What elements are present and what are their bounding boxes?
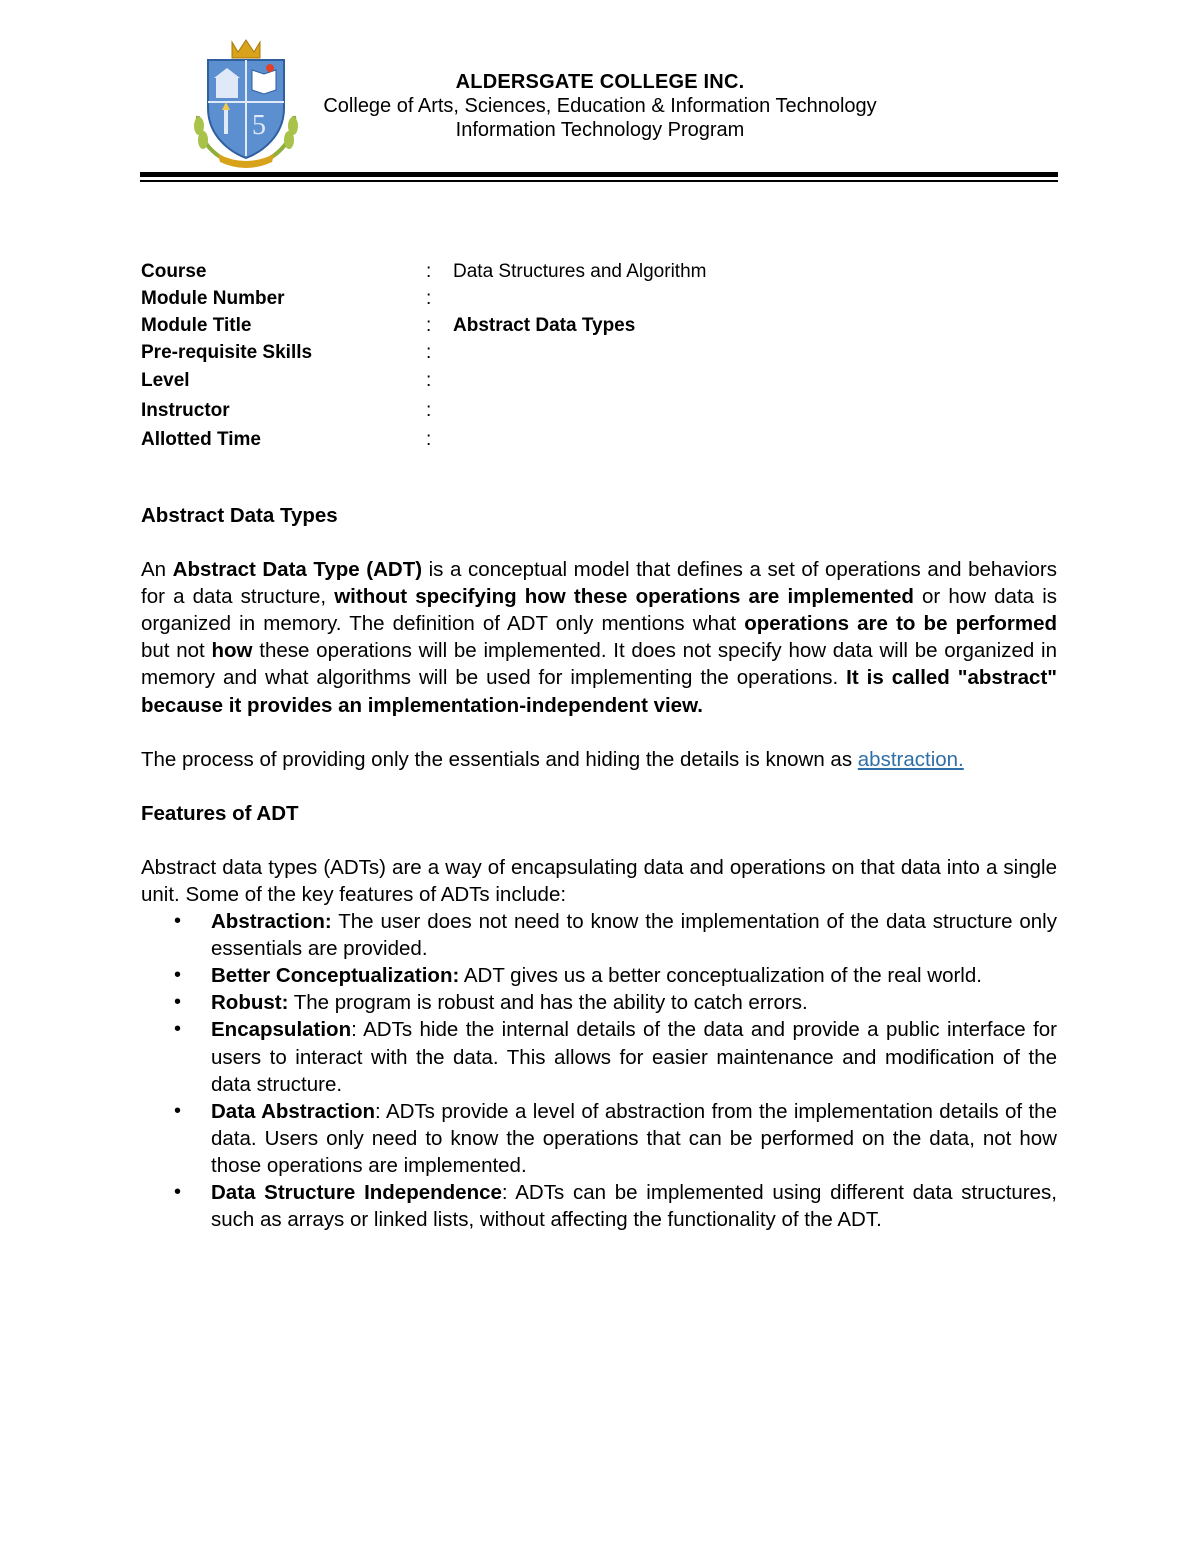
text-run: An: [141, 558, 173, 582]
program-name: Information Technology Program: [455, 119, 745, 141]
bold-text-run: Abstract Data Type (ADT): [172, 558, 423, 582]
feature-term: Data Abstraction: [211, 1099, 375, 1123]
info-label: Course: [141, 261, 207, 282]
bullet-icon: •: [174, 1018, 182, 1041]
abstraction-paragraph: [141, 746, 1057, 773]
features-list: [141, 908, 1057, 1233]
info-row-module-title: [141, 312, 1059, 339]
section-title-adt: Abstract Data Types: [141, 504, 338, 527]
list-item: [141, 989, 1057, 1016]
info-row-prerequisite-skills: [141, 339, 1059, 366]
info-value: Data Structures and Algorithm: [453, 261, 707, 282]
document-body: [141, 502, 1057, 1233]
bullet-icon: •: [174, 910, 182, 933]
bold-text-run: without specifying how these operations are implemented: [334, 585, 914, 609]
adt-definition-paragraph: [141, 556, 1057, 719]
abstraction-link[interactable]: abstraction.: [857, 747, 964, 771]
info-row-level: [141, 366, 1059, 396]
list-item: [141, 1098, 1057, 1179]
feature-text: The program is robust and has the ability to catch errors.: [288, 991, 808, 1015]
info-colon: :: [426, 370, 432, 391]
module-info-table: [141, 258, 1059, 453]
college-division: College of Arts, Sciences, Education & Information Technology: [323, 95, 877, 117]
bold-text-run: It is called "abstract" because it provides an implementation-independent view.: [141, 666, 1057, 717]
bold-text-run: how: [211, 639, 253, 663]
info-value: Abstract Data Types: [453, 315, 636, 336]
list-item: [141, 1016, 1057, 1097]
feature-text: : ADTs provide a level of abstraction from the implementation details of the data. Users only need to know the operations that can be performed on the data, not how those operations are implemented.: [211, 1099, 1057, 1177]
text-run: The process of providing only the essentials and hiding the details is known as: [141, 747, 858, 771]
header-text: [0, 70, 1200, 142]
info-label: Allotted Time: [141, 429, 261, 450]
features-intro-paragraph: Abstract data types (ADTs) are a way of encapsulating data and operations on that data into a single unit. Some of the key features of ADTs include:: [141, 855, 1057, 906]
info-label: Instructor: [141, 400, 230, 421]
info-row-instructor: [141, 396, 1059, 426]
info-label: Pre-requisite Skills: [141, 342, 313, 363]
bold-text-run: operations are to be performed: [744, 612, 1057, 636]
header-divider-thin: [140, 180, 1058, 182]
info-row-module-number: [141, 285, 1059, 312]
college-name: ALDERSGATE COLLEGE INC.: [455, 71, 745, 93]
info-label: Level: [141, 370, 190, 391]
feature-text: The user does not need to know the implementation of the data structure only essentials are provided.: [211, 910, 1057, 961]
info-colon: :: [426, 342, 432, 363]
feature-term: Data Structure Independence: [211, 1180, 502, 1204]
feature-term: Encapsulation: [211, 1018, 352, 1042]
feature-term: Better Conceptualization:: [211, 964, 460, 988]
list-item: [141, 962, 1057, 989]
text-run: these operations will be implemented. It does not specify how data will be organized in memory and what algorithms will be used for implementing the operations.: [141, 639, 1057, 690]
info-label: Module Number: [141, 288, 285, 309]
info-row-allotted-time: [141, 426, 1059, 453]
text-run: is a conceptual model that defines a set of operations and behaviors for a data structure,: [141, 558, 1057, 609]
text-run: but not: [141, 639, 212, 663]
info-colon: :: [426, 400, 432, 421]
list-item: [141, 908, 1057, 962]
bullet-icon: •: [174, 991, 182, 1014]
feature-text: : ADTs hide the internal details of the data and provide a public interface for users to interact with the data. This allows for easier maintenance and modification of the data structure.: [211, 1018, 1057, 1096]
bullet-icon: •: [174, 1180, 182, 1203]
header-divider-thick: [140, 172, 1058, 177]
info-row-course: [141, 258, 1059, 285]
section-title-features: Features of ADT: [141, 801, 299, 825]
info-colon: :: [426, 261, 432, 282]
info-colon: :: [426, 315, 432, 336]
feature-text: : ADTs can be implemented using different data structures, such as arrays or linked lists, without affecting the functionality of the ADT.: [211, 1180, 1057, 1232]
info-colon: :: [426, 288, 432, 309]
feature-text: ADT gives us a better conceptualization of the real world.: [459, 964, 982, 988]
svg-text:5: 5: [252, 110, 266, 141]
info-label: Module Title: [141, 315, 252, 336]
info-colon: :: [426, 429, 432, 450]
feature-term: Abstraction:: [211, 910, 332, 934]
text-run: or how data is organized in memory. The definition of ADT only mentions what: [141, 585, 1057, 636]
list-item: [141, 1179, 1057, 1233]
bullet-icon: •: [174, 964, 182, 987]
feature-term: Robust:: [211, 991, 289, 1015]
bullet-icon: •: [174, 1099, 182, 1122]
